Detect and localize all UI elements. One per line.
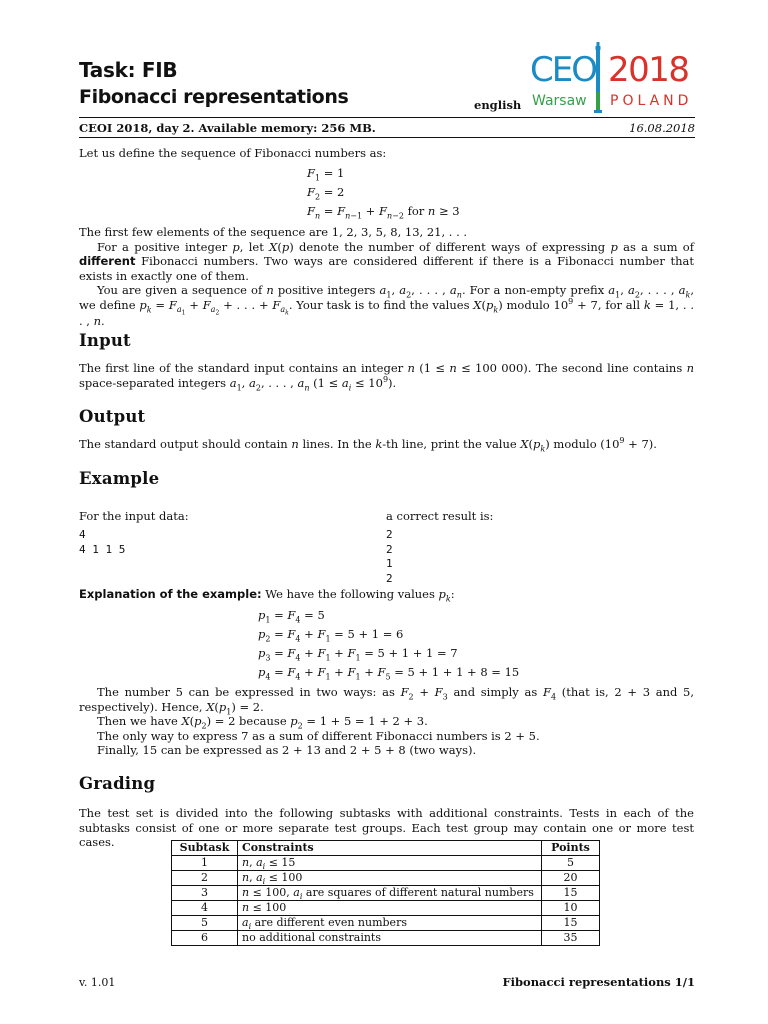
constraint-cell: n ≤ 100 xyxy=(238,901,542,916)
explanation-p2: Then we have $X(p_2) = 2$ because $p_2 = 1 + 5 = 1 + 2 + 3$. xyxy=(97,714,428,731)
example-output-line: 1 xyxy=(386,557,393,570)
example-output-block xyxy=(386,528,393,586)
points-cell: 15 xyxy=(542,916,600,931)
table-row xyxy=(172,901,600,916)
points-cell: 35 xyxy=(542,931,600,946)
output-description: The standard output should contain n lines. In the k-th line, print the value $X(p_k)$ modulo $(10^9 + 7)$. xyxy=(79,436,657,454)
subtask-number: 4 xyxy=(172,901,238,916)
table-row xyxy=(172,916,600,931)
constraint-cell: n, $a_i \le 15$ xyxy=(238,856,542,871)
intro-task: You are given a sequence of n positive integers $a_1$, $a_2$, . . . , $a_n$. For a non-empty prefix $a_1$, $a_2$, . . . , $a_k$, we define $p_k = F_{a_1} + F_{a_2}$ + . . . + $F_{a_k}$. Your task is to find the values $X(p_k)$ modulo $10^9 + 7$, for all k = 1, . . . , n. xyxy=(79,283,695,328)
constraint-cell: $a_i$ are different even numbers xyxy=(238,916,542,931)
header-points: Points xyxy=(542,841,600,856)
constraint-cell: no additional constraints xyxy=(238,931,542,946)
section-example-heading: Example xyxy=(79,469,160,488)
pk-equations xyxy=(258,606,519,682)
example-output-label: a correct result is: xyxy=(386,509,494,523)
pk-eq-1: $p_1 = F_4 = 5$ xyxy=(258,608,325,625)
intro-xp: For a positive integer p, let X(p) denote the number of different ways of expressing p as a sum of different Fibonacci numbers. Two ways are considered different if there is a Fibonacci number that exists in exactly one of them. xyxy=(79,239,694,283)
pk-eq-2: $p_2 = F_4 + F_1 = 5 + 1 = 6$ xyxy=(258,627,404,644)
header-rule-bottom xyxy=(79,137,695,138)
pk-eq-4: $p_4 = F_4 + F_1 + F_1 + F_5 = 5 + 1 + 1 + 8 = 15$ xyxy=(258,665,520,682)
section-output-heading: Output xyxy=(79,407,146,426)
table-row xyxy=(172,856,600,871)
explanation-p3: The only way to express 7 as a sum of different Fibonacci numbers is 2 + 5. xyxy=(97,728,540,743)
section-grading-heading: Grading xyxy=(79,774,156,793)
example-output-line: 2 xyxy=(386,542,393,556)
example-input-line: 4 xyxy=(79,528,86,541)
fib-def-1: $F_1 = 1$ xyxy=(307,166,345,183)
fib-definitions xyxy=(307,164,460,221)
points-cell: 15 xyxy=(542,886,600,901)
constraint-cell: n ≤ 100, $a_i$ are squares of different natural numbers xyxy=(238,886,542,901)
subtask-number: 5 xyxy=(172,916,238,931)
subtask-number: 2 xyxy=(172,871,238,886)
table-row xyxy=(172,871,600,886)
fib-def-2: $F_2 = 2$ xyxy=(307,185,345,202)
explanation-body xyxy=(79,685,694,758)
header-rule xyxy=(79,117,695,118)
points-cell: 10 xyxy=(542,901,600,916)
example-input-line: 4 1 1 5 xyxy=(79,542,126,556)
input-description: The first line of the standard input contains an integer n (1 ≤ n ≤ 100 000). The second line contains n space-separated integers $a_1$, $a_2$, . . . , $a_n$ $(1 \le a_i \le 10^9)$. xyxy=(79,361,694,392)
constraint-text: are different even numbers xyxy=(254,916,407,929)
points-cell: 20 xyxy=(542,871,600,886)
subtask-number: 3 xyxy=(172,886,238,901)
language-label: english xyxy=(474,98,522,112)
fib-def-n: $F_n = F_{n-1} + F_{n-2}$ for n ≥ 3 xyxy=(307,204,460,221)
grading-header-row xyxy=(172,841,600,856)
logo-warsaw-text: Warsaw xyxy=(532,93,587,109)
task-name: Fibonacci representations xyxy=(79,86,349,108)
subtask-number: 1 xyxy=(172,856,238,871)
header-constraints: Constraints xyxy=(238,841,542,856)
table-row xyxy=(172,886,600,901)
example-input-block xyxy=(79,528,125,557)
grading-table xyxy=(171,840,600,946)
grading-table-wrap xyxy=(171,840,600,946)
logo-year-text: 2018 xyxy=(608,50,689,90)
example-output-line: 2 xyxy=(386,528,393,541)
contest-date: 16.08.2018 xyxy=(629,121,695,135)
tower-icon xyxy=(593,40,603,114)
task-title: Task: FIB xyxy=(79,58,178,82)
section-input-heading: Input xyxy=(79,331,131,350)
ceoi-logo xyxy=(530,40,695,114)
header-subtask: Subtask xyxy=(172,841,238,856)
intro-define: Let us define the sequence of Fibonacci numbers as: xyxy=(79,146,387,160)
example-input-label: For the input data: xyxy=(79,509,189,523)
constraint-cell: n, $a_i \le 100$ xyxy=(238,871,542,886)
table-row xyxy=(172,931,600,946)
grading-intro: The test set is divided into the following subtasks with additional constraints. Tests in each of the subtasks consist of one or more separate test groups. Each test group may contain one or more test cases. xyxy=(79,806,694,850)
points-cell: 5 xyxy=(542,856,600,871)
explanation-p4: Finally, 15 can be expressed as 2 + 13 and 2 + 5 + 8 (two ways). xyxy=(97,743,477,758)
footer-page: Fibonacci representations 1/1 xyxy=(502,975,695,989)
explanation-label: Explanation of the example: xyxy=(79,587,262,601)
logo-ceo-text: CEO xyxy=(530,50,596,90)
subtask-number: 6 xyxy=(172,931,238,946)
footer-version: v. 1.01 xyxy=(79,976,116,989)
contest-meta: CEOI 2018, day 2. Available memory: 256 MB. xyxy=(79,121,376,135)
pk-eq-3: $p_3 = F_4 + F_1 + F_1 = 5 + 1 + 1 = 7$ xyxy=(258,646,458,663)
example-output-line: 2 xyxy=(386,571,393,585)
first-elements: The first few elements of the sequence are 1, 2, 3, 5, 8, 13, 21, . . . xyxy=(79,225,468,239)
explanation-p1: The number 5 can be expressed in two ways: as $F_2 + F_3$ and simply as $F_4$ (that is, 2 + 3 and 5, respectively). Hence, $X(p_1) = 2$. xyxy=(79,685,695,716)
intro-body xyxy=(79,225,694,328)
explanation-line: Explanation of the example: We have the following values $p_k$: xyxy=(79,587,455,604)
logo-poland-text: POLAND xyxy=(610,93,693,109)
